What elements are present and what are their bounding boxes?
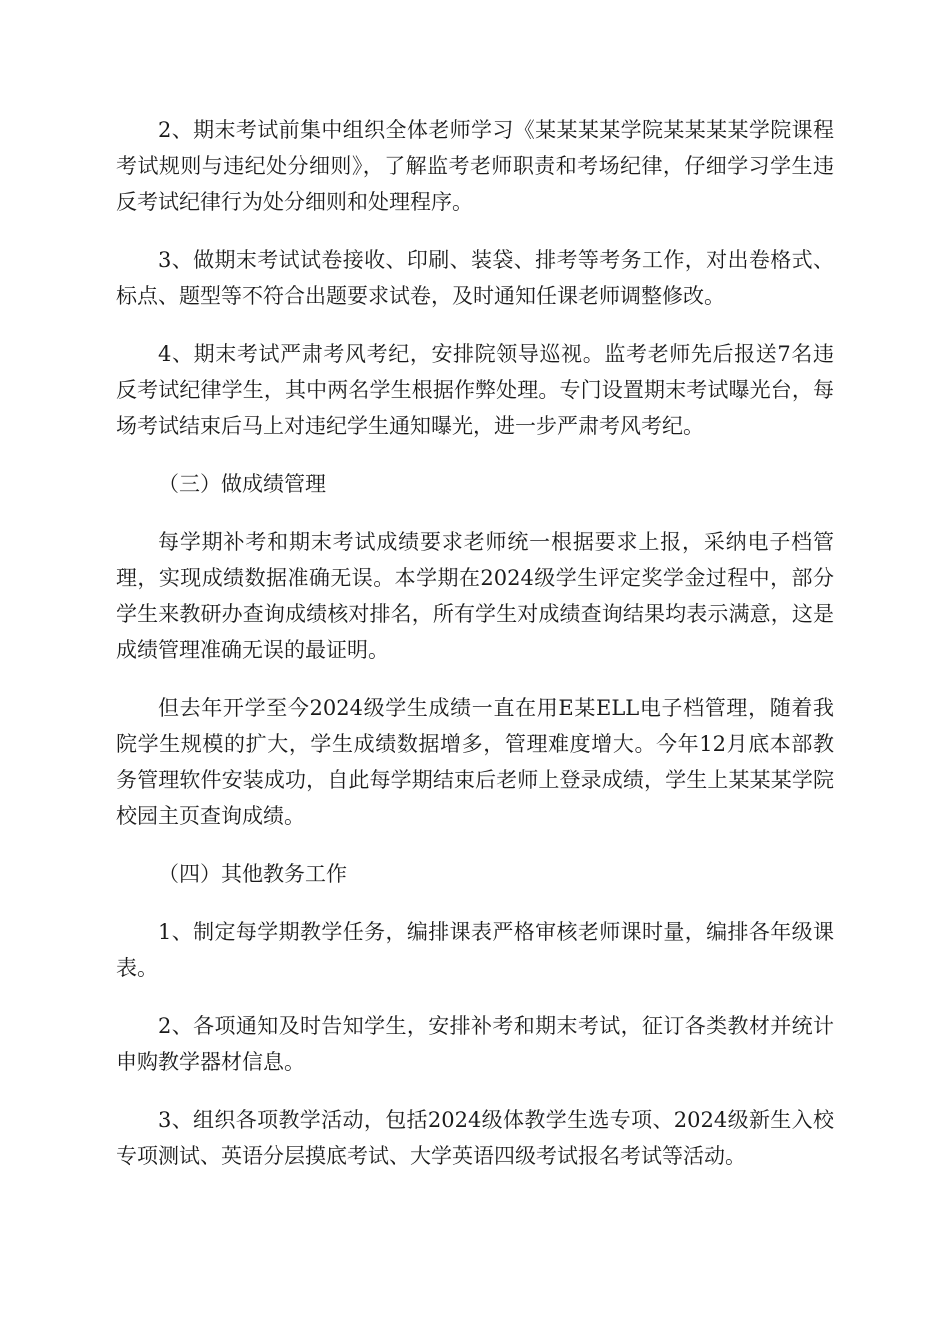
section-heading-other-affairs: （四）其他教务工作 <box>158 862 347 886</box>
paragraph-exam-affairs: 3、做期末考试试卷接收、印刷、装袋、排考等考务工作，对出卷格式、标点、题型等不符合出题要求试卷，及时通知任课老师调整修改。 <box>116 248 834 308</box>
section-heading-grade-management: （三）做成绩管理 <box>158 472 326 496</box>
paragraph-exam-discipline: 4、期末考试严肃考风考纪，安排院领导巡视。监考老师先后报送7名违反考试纪律学生，其中两名学生根据作弊处理。专门设置期末考试曝光台，每场考试结束后马上对违纪学生通知曝光，进一步严肃考风考纪。 <box>116 342 834 438</box>
paragraph-notifications: 2、各项通知及时告知学生，安排补考和期末考试，征订各类教材并统计申购教学器材信息。 <box>116 1014 834 1074</box>
paragraph-teaching-tasks: 1、制定每学期教学任务，编排课表严格审核老师课时量，编排各年级课表。 <box>116 920 834 980</box>
paragraph-grade-software: 但去年开学至今2024级学生成绩一直在用E某ELL电子档管理，随着我院学生规模的扩大，学生成绩数据增多，管理难度增大。今年12月底本部教务管理软件安装成功，自此每学期结束后老师上登录成绩，学生上某某某学院校园主页查询成绩。 <box>116 696 834 828</box>
paragraph-teaching-activities: 3、组织各项教学活动，包括2024级体教学生选专项、2024级新生入校专项测试、英语分层摸底考试、大学英语四级考试报名考试等活动。 <box>116 1108 834 1168</box>
paragraph-grade-reporting: 每学期补考和期末考试成绩要求老师统一根据要求上报，采纳电子档管理，实现成绩数据准确无误。本学期在2024级学生评定奖学金过程中，部分学生来教研办查询成绩核对排名，所有学生对成绩查询结果均表示满意，这是成绩管理准确无误的最证明。 <box>116 530 834 662</box>
document-page <box>116 112 834 1196</box>
paragraph-exam-rules-study: 2、期末考试前集中组织全体老师学习《某某某某学院某某某某学院课程考试规则与违纪处分细则》，了解监考老师职责和考场纪律，仔细学习学生违反考试纪律行为处分细则和处理程序。 <box>116 118 834 214</box>
